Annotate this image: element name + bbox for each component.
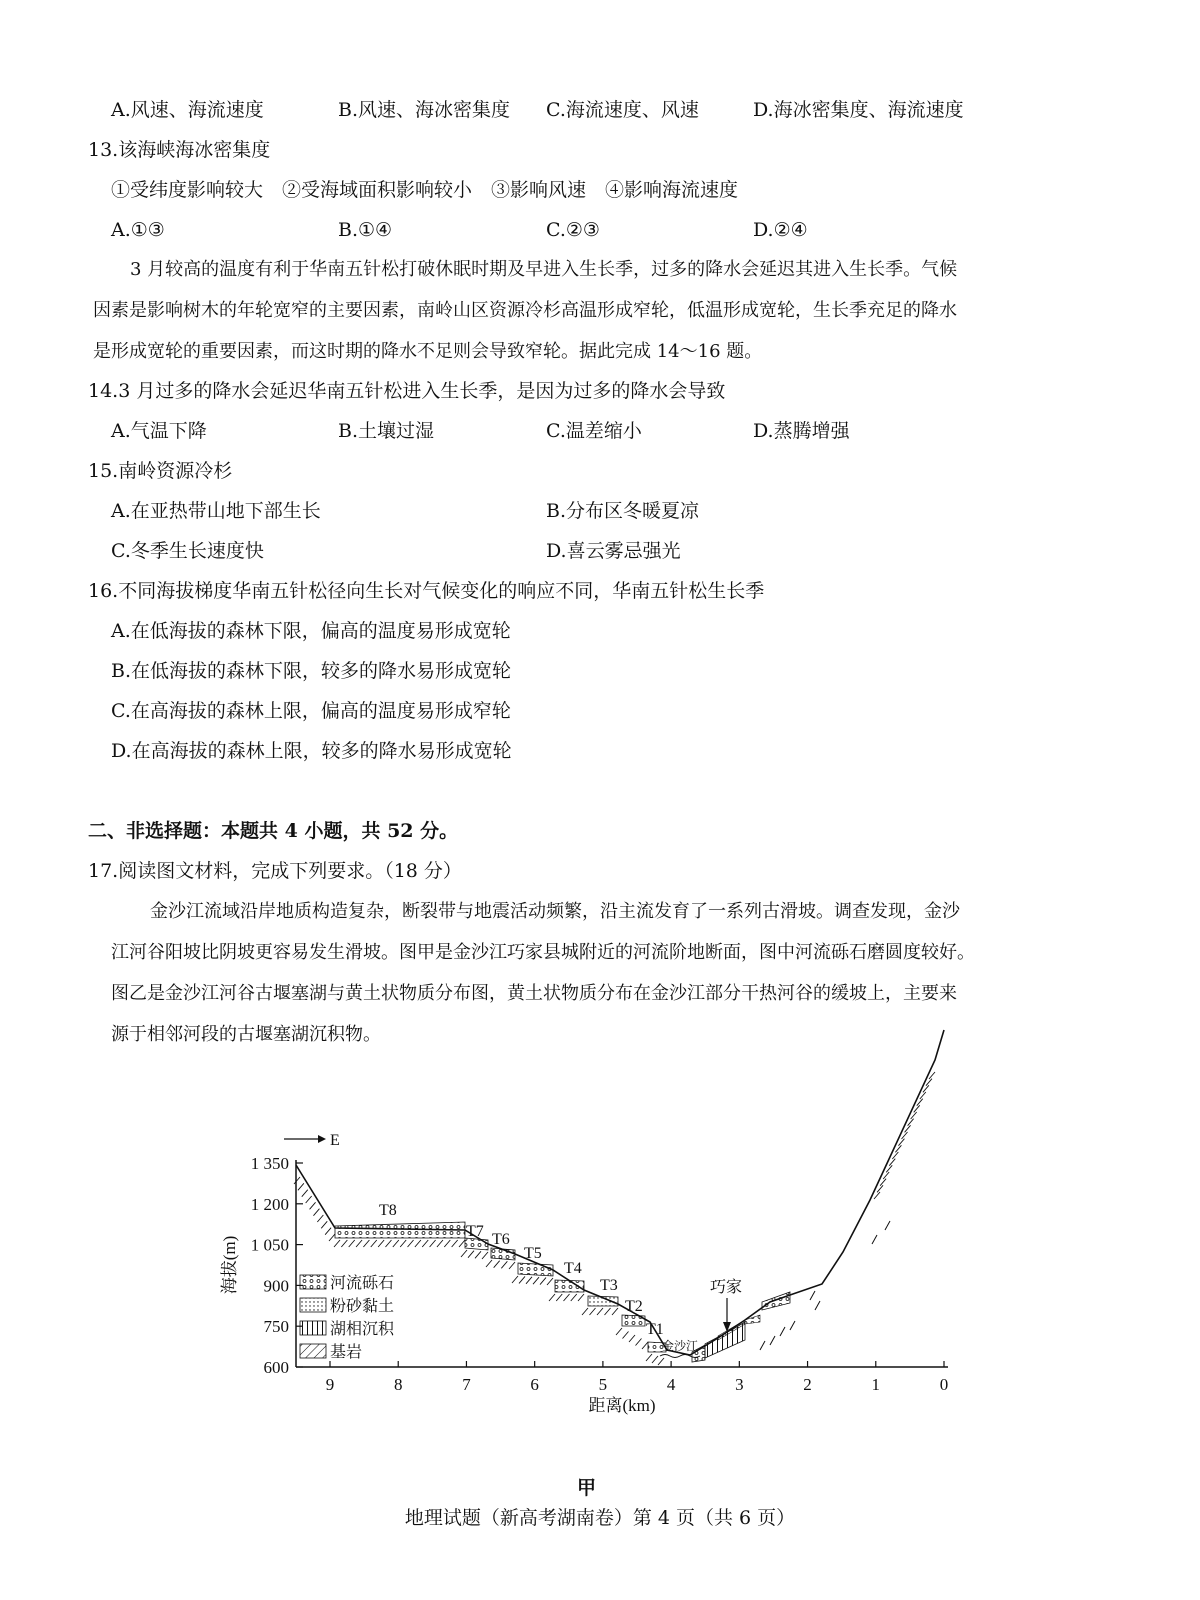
hatch-mark — [926, 1079, 932, 1086]
legend-label: 基岩 — [330, 1344, 363, 1361]
hatch-mark — [371, 1240, 377, 1247]
passage-line: 是形成宽轮的重要因素，而这时期的降水不足则会导致窄轮。据此完成 14～16 题。 — [93, 341, 763, 362]
legend-swatch-bedrock — [300, 1344, 326, 1358]
terrace-t4-gravel — [555, 1280, 584, 1292]
q17-passage-line: 江河谷阳坡比阴坡更容易发生滑坡。图甲是金沙江巧家县城附近的河流阶地断面，图中河流砾石磨圆度较好。 — [111, 942, 975, 963]
hatch-mark — [475, 1251, 481, 1258]
q14-stem: 14.3 月过多的降水会延迟华南五针松进入生长季，是因为过多的降水会导致 — [88, 380, 726, 402]
fault-mark — [760, 1341, 765, 1350]
y-tick-label: 600 — [263, 1358, 289, 1377]
q13-stem: 13.该海峡海冰密集度 — [88, 139, 271, 161]
hatch-mark — [298, 1183, 304, 1190]
x-tick-label: 5 — [598, 1375, 608, 1394]
x-tick-label: 6 — [530, 1375, 539, 1394]
terrace-label: T3 — [600, 1277, 618, 1294]
hatch-mark — [880, 1179, 886, 1186]
hatch-mark — [929, 1072, 935, 1079]
q13-option-d: D.②④ — [753, 219, 808, 241]
page-footer: 地理试题（新高考湖南卷）第 4 页（共 6 页） — [404, 1507, 796, 1529]
q15-option-a: A.在亚热带山地下部生长 — [111, 500, 321, 522]
terrace-t3-silt — [588, 1296, 618, 1306]
q16-option-a: A.在低海拔的森林下限，偏高的温度易形成宽轮 — [111, 620, 511, 642]
fault-mark — [815, 1301, 820, 1310]
y-tick-label: 1 050 — [250, 1235, 289, 1255]
q17-passage-line: 金沙江流域沿岸地质构造复杂，断裂带与地震活动频繁，沿主流发育了一系列古滑坡。调查发现，金沙 — [150, 901, 960, 922]
town-label: 巧家 — [710, 1279, 743, 1296]
q15-stem: 15.南岭资源冷杉 — [88, 460, 233, 482]
q13-option-b: B.①④ — [338, 219, 393, 241]
hatch-mark — [895, 1145, 901, 1152]
river-label: 金沙江 — [662, 1339, 699, 1353]
fault-mark — [872, 1235, 877, 1244]
hatch-mark — [452, 1240, 458, 1247]
hatch-mark — [636, 1339, 642, 1346]
hatch-mark — [898, 1139, 904, 1146]
hatch-mark — [437, 1240, 443, 1247]
fault-mark — [770, 1336, 775, 1345]
hatch-mark — [886, 1165, 892, 1172]
legend-swatch-lake — [300, 1321, 326, 1335]
fault-mark — [885, 1221, 890, 1230]
hatch-mark — [313, 1209, 319, 1216]
legend-swatch-gravel — [300, 1275, 326, 1289]
q15-option-c: C.冬季生长速度快 — [111, 540, 264, 562]
hatch-mark — [612, 1308, 618, 1315]
q16-stem: 16.不同海拔梯度华南五针松径向生长对气候变化的响应不同，华南五针松生长季 — [88, 580, 765, 602]
hatch-mark — [920, 1092, 926, 1099]
hatch-mark — [658, 1358, 664, 1365]
y-tick-label: 750 — [263, 1317, 289, 1337]
hatch-mark — [883, 1172, 889, 1179]
x-tick-label: 4 — [666, 1375, 676, 1394]
q16-option-d: D.在高海拔的森林上限，较多的降水易形成宽轮 — [111, 740, 512, 762]
x-tick-label: 7 — [462, 1375, 471, 1394]
hatch-mark — [582, 1308, 588, 1315]
hatch-mark — [302, 1190, 308, 1197]
q17-passage-line: 图乙是金沙江河谷古堰塞湖与黄土状物质分布图，黄土状物质分布在金沙江部分干热河谷的缓坡上，主要来 — [111, 983, 957, 1004]
upper-right-gravel — [762, 1292, 790, 1310]
legend-label: 湖相沉积 — [330, 1321, 395, 1338]
legend-swatch-silt — [300, 1298, 326, 1312]
q14-option-c: C.温差缩小 — [546, 420, 642, 442]
y-ticks — [251, 1154, 303, 1377]
q15-option-b: B.分布区冬暖夏凉 — [546, 500, 700, 522]
hatch-mark — [629, 1335, 635, 1342]
hatch-mark — [590, 1308, 596, 1315]
fault-mark — [810, 1291, 815, 1300]
hatch-mark — [564, 1294, 570, 1301]
hatch-mark — [623, 1332, 629, 1339]
q16-option-c: C.在高海拔的森林上限，偏高的温度易形成窄轮 — [111, 700, 511, 722]
hatch-mark — [317, 1215, 323, 1222]
hatch-mark — [892, 1152, 898, 1159]
hatch-mark — [540, 1278, 546, 1285]
q14-option-d: D.蒸腾增强 — [753, 420, 850, 442]
hatch-mark — [902, 1132, 908, 1139]
q12-option-d: D.海冰密集度、海流速度 — [753, 99, 964, 121]
hatch-mark — [294, 1177, 300, 1184]
q17-passage-line: 源于相邻河段的古堰塞湖沉积物。 — [111, 1024, 381, 1045]
q17-stem: 17.阅读图文材料，完成下列要求。（18 分） — [88, 860, 462, 882]
legend-label: 河流砾石 — [330, 1275, 395, 1292]
q14-option-b: B.土壤过湿 — [338, 420, 435, 442]
hatch-mark — [547, 1278, 553, 1285]
fault-mark — [780, 1327, 785, 1336]
hatch-mark — [877, 1185, 883, 1192]
figure-caption: 甲 — [577, 1477, 597, 1499]
hatch-mark — [494, 1261, 500, 1268]
terrace-label: T7 — [466, 1223, 484, 1240]
section-heading: 二、非选择题：本题共 4 小题，共 52 分。 — [88, 820, 459, 842]
x-ticks — [326, 1361, 949, 1394]
x-tick-label: 2 — [803, 1375, 812, 1394]
hatch-mark — [652, 1356, 658, 1363]
hatch-mark — [356, 1240, 362, 1247]
terrace-t8-gravel — [335, 1222, 465, 1238]
hatch-mark — [512, 1276, 518, 1283]
y-axis-label: 海拔(m) — [220, 1235, 239, 1295]
hatch-mark — [578, 1294, 584, 1301]
hatch-mark — [911, 1112, 917, 1119]
hatch-mark — [501, 1261, 507, 1268]
q13-option-a: A.①③ — [111, 219, 165, 241]
q14-option-a: A.气温下降 — [111, 420, 207, 442]
terrace-t5-gravel — [518, 1263, 553, 1276]
x-tick-label: 8 — [393, 1375, 403, 1394]
hatch-mark — [571, 1294, 577, 1301]
hatch-mark — [341, 1240, 347, 1247]
x-tick-label: 9 — [325, 1375, 335, 1394]
hatch-mark — [461, 1250, 467, 1257]
hatch-mark — [349, 1240, 355, 1247]
hatch-mark — [321, 1221, 327, 1228]
hatch-mark — [306, 1196, 312, 1203]
hatch-mark — [415, 1240, 421, 1247]
hatch-mark — [385, 1240, 391, 1247]
terrace-label: T1 — [646, 1321, 664, 1338]
hatch-mark — [874, 1192, 880, 1199]
hatch-mark — [556, 1294, 562, 1301]
q12-option-b: B.风速、海冰密集度 — [338, 99, 511, 121]
hatch-mark — [400, 1240, 406, 1247]
q12-option-a: A.风速、海流速度 — [111, 99, 264, 121]
terrace-label: T8 — [379, 1202, 397, 1219]
hatch-mark — [378, 1240, 384, 1247]
y-tick-label: 900 — [263, 1276, 289, 1296]
q13-statements: ①受纬度影响较大 ②受海域面积影响较小 ③影响风速 ④影响海流速度 — [111, 179, 739, 201]
hatch-mark — [533, 1277, 539, 1284]
legend-label: 粉砂黏土 — [330, 1298, 395, 1315]
hatch-mark — [486, 1260, 492, 1267]
hatch-mark — [646, 1354, 652, 1361]
hatch-mark — [519, 1276, 525, 1283]
terrace-label: T6 — [492, 1231, 510, 1248]
hatch-mark — [393, 1240, 399, 1247]
terrace-label: T2 — [625, 1298, 643, 1315]
y-tick-label: 1 350 — [250, 1154, 289, 1173]
y-tick-label: 1 200 — [250, 1194, 289, 1214]
terrace-t6-gravel — [491, 1248, 515, 1260]
q12-option-c: C.海流速度、风速 — [546, 99, 699, 121]
hatch-mark — [482, 1252, 488, 1259]
hatch-mark — [889, 1159, 895, 1166]
hatch-mark — [444, 1240, 450, 1247]
terrace-label: T5 — [524, 1245, 542, 1262]
terrace-t2-gravel — [622, 1315, 645, 1326]
direction-label: E — [330, 1132, 340, 1149]
hatch-mark — [905, 1125, 911, 1132]
hatch-mark — [310, 1202, 316, 1209]
legend — [300, 1274, 395, 1361]
hatch-mark — [509, 1262, 515, 1269]
hatch-mark — [363, 1240, 369, 1247]
x-tick-label: 0 — [939, 1375, 949, 1394]
q13-option-c: C.②③ — [546, 219, 600, 241]
hatch-mark — [923, 1085, 929, 1092]
hatch-mark — [616, 1328, 622, 1335]
hatch-mark — [334, 1240, 340, 1247]
x-tick-label: 1 — [871, 1375, 881, 1394]
x-axis-label: 距离(km) — [588, 1396, 656, 1415]
hatch-mark — [526, 1277, 532, 1284]
hatch-mark — [468, 1251, 474, 1258]
fault-mark — [790, 1321, 795, 1330]
hatch-mark — [605, 1308, 611, 1315]
hatch-mark — [329, 1234, 335, 1241]
hatch-mark — [908, 1119, 914, 1126]
hatch-mark — [325, 1228, 331, 1235]
hatch-mark — [408, 1240, 414, 1247]
hatch-mark — [430, 1240, 436, 1247]
hatch-mark — [642, 1342, 648, 1349]
q16-option-b: B.在低海拔的森林下限，较多的降水易形成宽轮 — [111, 660, 512, 682]
x-tick-label: 3 — [735, 1375, 744, 1394]
q15-option-d: D.喜云雾忌强光 — [546, 540, 681, 562]
hatch-mark — [422, 1240, 428, 1247]
hatch-mark — [549, 1294, 555, 1301]
hatch-mark — [597, 1308, 603, 1315]
hatch-mark — [914, 1105, 920, 1112]
passage-line: 因素是影响树木的年轮宽窄的主要因素，南岭山区资源冷杉高温形成窄轮，低温形成宽轮，生长季充足的降水 — [93, 300, 957, 321]
hatch-mark — [917, 1099, 923, 1106]
hatch-mark — [459, 1240, 465, 1247]
terrace-label: T4 — [564, 1260, 582, 1277]
passage-line: 3 月较高的温度有利于华南五针松打破休眠时期及早进入生长季，过多的降水会延迟其进入生长季。气候 — [130, 259, 958, 280]
